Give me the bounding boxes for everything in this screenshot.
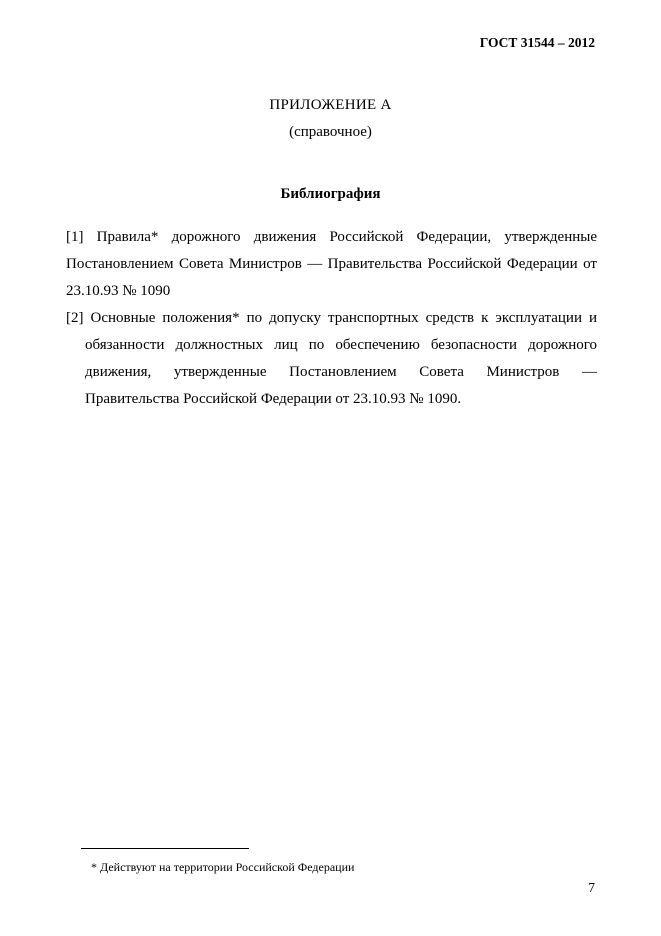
bibliography-item: [2] Основные положения* по допуску транспортных средств к эксплуатации и обязанности должностных лиц по обеспечению безопасности дорожного движения, утвержденные Постановлением Совета Министров — Правительства Российской Федерации от 23.10.93 № 1090. bbox=[66, 310, 597, 407]
section-title: Библиография bbox=[280, 186, 381, 202]
bibliography-list bbox=[66, 224, 597, 413]
page-number: 7 bbox=[588, 880, 595, 895]
standard-code-header: ГОСТ 31544 – 2012 bbox=[479, 35, 595, 50]
appendix-subtitle: (справочное) bbox=[289, 124, 372, 140]
footnote: * Действуют на территории Российской Федерации bbox=[91, 860, 355, 874]
footnote-divider bbox=[81, 848, 249, 849]
bibliography-item: [1] Правила* дорожного движения Российской Федерации, утвержденные Постановлением Совета Министров — Правительства Российской Федерации от 23.10.93 № 1090 bbox=[66, 229, 597, 299]
appendix-title: ПРИЛОЖЕНИЕ А bbox=[269, 97, 392, 113]
